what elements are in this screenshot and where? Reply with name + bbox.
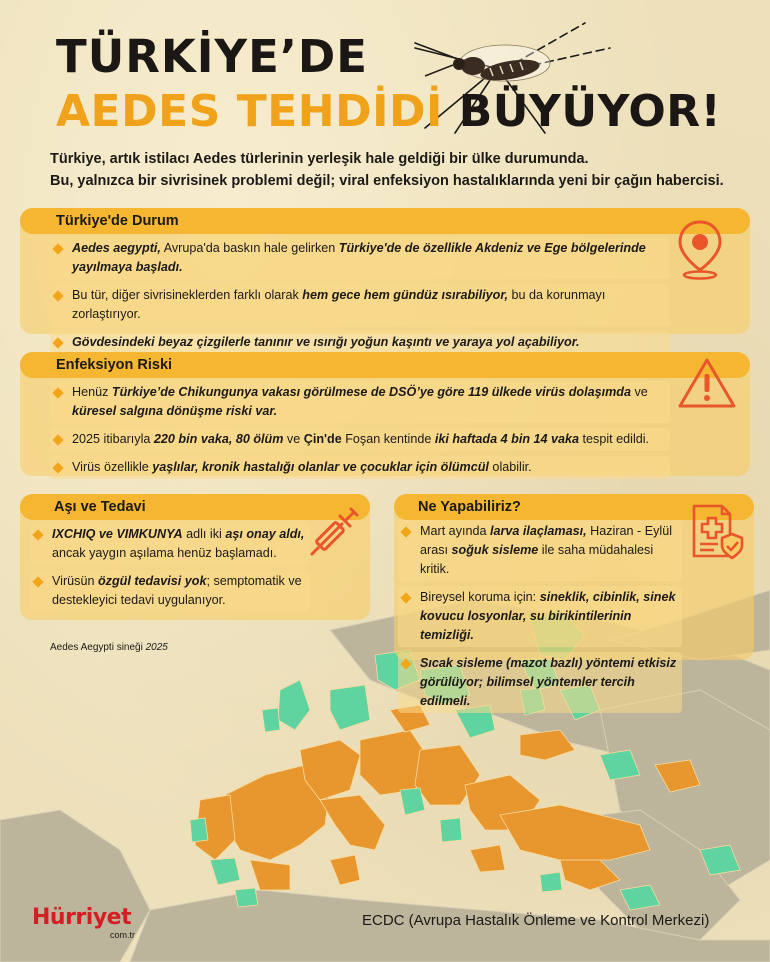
bullet-text bbox=[302, 288, 508, 302]
bullet-text: 2025 itibarıyla bbox=[72, 432, 154, 446]
bullet-text: Mart ayında bbox=[420, 524, 490, 538]
bullet-item bbox=[50, 456, 670, 479]
bullet-emphasis: Türkiye’de Chikungunya vakası görülmese de DSÖ’ye göre 119 ülkede virüs dolaşımda bbox=[111, 385, 632, 399]
panel-risk bbox=[20, 352, 750, 476]
credit-text: Aedes Aegypti sineği bbox=[50, 642, 146, 653]
bullet-item bbox=[398, 520, 682, 581]
bullet-text bbox=[72, 241, 161, 255]
bullet-text: Çin'de bbox=[303, 432, 342, 446]
bullet-text: Henüz bbox=[72, 385, 112, 399]
intro-line-1: Türkiye, artık istilacı Aedes türlerinin yerleşik hale geldiği bir ülke durumunda. bbox=[50, 151, 589, 167]
title-dark: BÜYÜYOR! bbox=[458, 86, 722, 137]
bullet-text bbox=[152, 460, 489, 474]
panel-durum bbox=[20, 208, 750, 349]
panel-asi-bullets bbox=[30, 523, 310, 617]
panel-ne-title: Ne Yapabiliriz? bbox=[418, 499, 521, 515]
bullet-emphasis: yaşlılar, kronik hastalığı olanlar ve çocuklar için ölümcül bbox=[152, 460, 489, 474]
bullet-emphasis: Aedes aegypti, bbox=[72, 241, 161, 255]
bullet-text bbox=[225, 527, 304, 541]
bullet-emphasis: aşı onay aldı, bbox=[225, 527, 305, 541]
bullet-text bbox=[420, 656, 676, 708]
bullet-emphasis: Gövdesindeki beyaz çizgilerle tanınır ve ısırığı yoğun kaşıntı ve yaraya yol açabiliyor. bbox=[72, 335, 580, 349]
bullet-item bbox=[398, 586, 682, 647]
bullet-text bbox=[72, 335, 579, 349]
bullet-text: adlı iki bbox=[182, 527, 226, 541]
bullet-item bbox=[50, 237, 670, 279]
panel-risk-bullets bbox=[50, 381, 670, 484]
bullet-emphasis: iki haftada 4 bin 14 vaka bbox=[434, 432, 580, 446]
bullet-emphasis: hem gece hem gündüz ısırabiliyor, bbox=[302, 288, 509, 302]
panel-durum-bullets bbox=[50, 237, 670, 359]
bullet-item bbox=[30, 523, 310, 565]
bullet-text: Virüs özellikle bbox=[72, 460, 153, 474]
bullet-text: ancak yaygın aşılama henüz başlamadı. bbox=[52, 546, 277, 560]
bullet-emphasis: larva ilaçlaması, bbox=[490, 524, 587, 538]
panel-durum-title: Türkiye'de Durum bbox=[56, 213, 179, 229]
syringe-icon bbox=[306, 504, 362, 560]
panel-asi-title: Aşı ve Tedavi bbox=[54, 499, 146, 515]
bullet-text bbox=[435, 432, 579, 446]
bullet-emphasis: Sıcak sisleme (mazot bazlı) yöntemi etkisiz görülüyor; bilimsel yöntemler tercih edilmeli. bbox=[420, 656, 677, 708]
bullet-emphasis: sineklik, cibinlik, sinek kovucu losyonlar, su birikintilerinin temizliği. bbox=[420, 590, 676, 642]
bullet-text: Avrupa'da baskın hale gelirken bbox=[160, 241, 339, 255]
bullet-text: Haziran - Eylül arası bbox=[420, 524, 673, 557]
bullet-emphasis: Türkiye'de de özellikle Akdeniz ve Ege bölgelerinde yayılmaya başladı. bbox=[72, 241, 646, 274]
warning-triangle-icon bbox=[676, 356, 738, 410]
bullet-emphasis: IXCHIQ ve VIMKUNYA bbox=[52, 527, 183, 541]
bullet-item bbox=[50, 331, 670, 354]
bullet-text: Bu tür, diğer sivrisineklerden farklı olarak bbox=[72, 288, 303, 302]
bullet-item bbox=[30, 570, 310, 612]
panel-risk-header bbox=[20, 352, 750, 378]
source-text: ECDC (Avrupa Hastalık Önleme ve Kontrol Merkezi) bbox=[362, 912, 710, 929]
panel-asi bbox=[20, 494, 370, 620]
bullet-text: Foşan kentinde bbox=[341, 432, 435, 446]
bullet-item bbox=[50, 428, 670, 451]
bullet-item bbox=[50, 284, 670, 326]
location-pin-icon bbox=[672, 218, 728, 280]
bullet-text bbox=[490, 524, 587, 538]
title-highlight: AEDES TEHDİDİ bbox=[56, 86, 443, 137]
bullet-emphasis: özgül tedavisi yok bbox=[97, 574, 207, 588]
bullet-text: ve bbox=[631, 385, 648, 399]
bullet-emphasis: soğuk sisleme bbox=[451, 543, 539, 557]
panel-durum-header bbox=[20, 208, 750, 234]
bullet-text: olabilir. bbox=[488, 460, 532, 474]
panel-risk-title: Enfeksiyon Riski bbox=[56, 357, 173, 373]
bullet-text bbox=[98, 574, 206, 588]
bullet-emphasis: küresel salgına dönüşme riski var. bbox=[72, 404, 278, 418]
bullet-text bbox=[72, 404, 277, 418]
bullet-text: tespit edildi. bbox=[579, 432, 650, 446]
bullet-item bbox=[50, 381, 670, 423]
bullet-emphasis: 220 bin vaka, 80 ölüm bbox=[153, 432, 284, 446]
bullet-text bbox=[154, 432, 284, 446]
panel-ne-bullets bbox=[398, 520, 682, 718]
bullet-text bbox=[52, 527, 183, 541]
bullet-text: Bireysel koruma için: bbox=[420, 590, 540, 604]
bullet-text: Virüsün bbox=[52, 574, 98, 588]
intro-line-2: Bu, yalnızca bir sivrisinek problemi değil; viral enfeksiyon hastalıklarında yeni bir çağın habercisi. bbox=[50, 173, 724, 189]
hurriyet-logo-sub: com.tr bbox=[110, 930, 136, 940]
bullet-item bbox=[398, 652, 682, 713]
title-line-1: TÜRKİYE’DE bbox=[56, 30, 369, 83]
bullet-text: ve bbox=[283, 432, 304, 446]
medical-document-icon bbox=[688, 502, 744, 562]
image-credit bbox=[50, 642, 168, 653]
intro-text bbox=[50, 148, 740, 192]
bullet-text: ; semptomatik ve destekleyici tedavi uygulanıyor. bbox=[52, 574, 302, 607]
credit-year: 2025 bbox=[145, 642, 168, 653]
bullet-text bbox=[112, 385, 631, 399]
bullet-text: ile saha müdahalesi kritik. bbox=[420, 543, 654, 576]
panel-ne bbox=[394, 494, 754, 708]
title-line-2 bbox=[56, 86, 721, 137]
bullet-text bbox=[452, 543, 539, 557]
hurriyet-logo: Hürriyet bbox=[32, 905, 132, 930]
bullet-text: bu da korunmayı zorlaştırıyor. bbox=[72, 288, 606, 321]
